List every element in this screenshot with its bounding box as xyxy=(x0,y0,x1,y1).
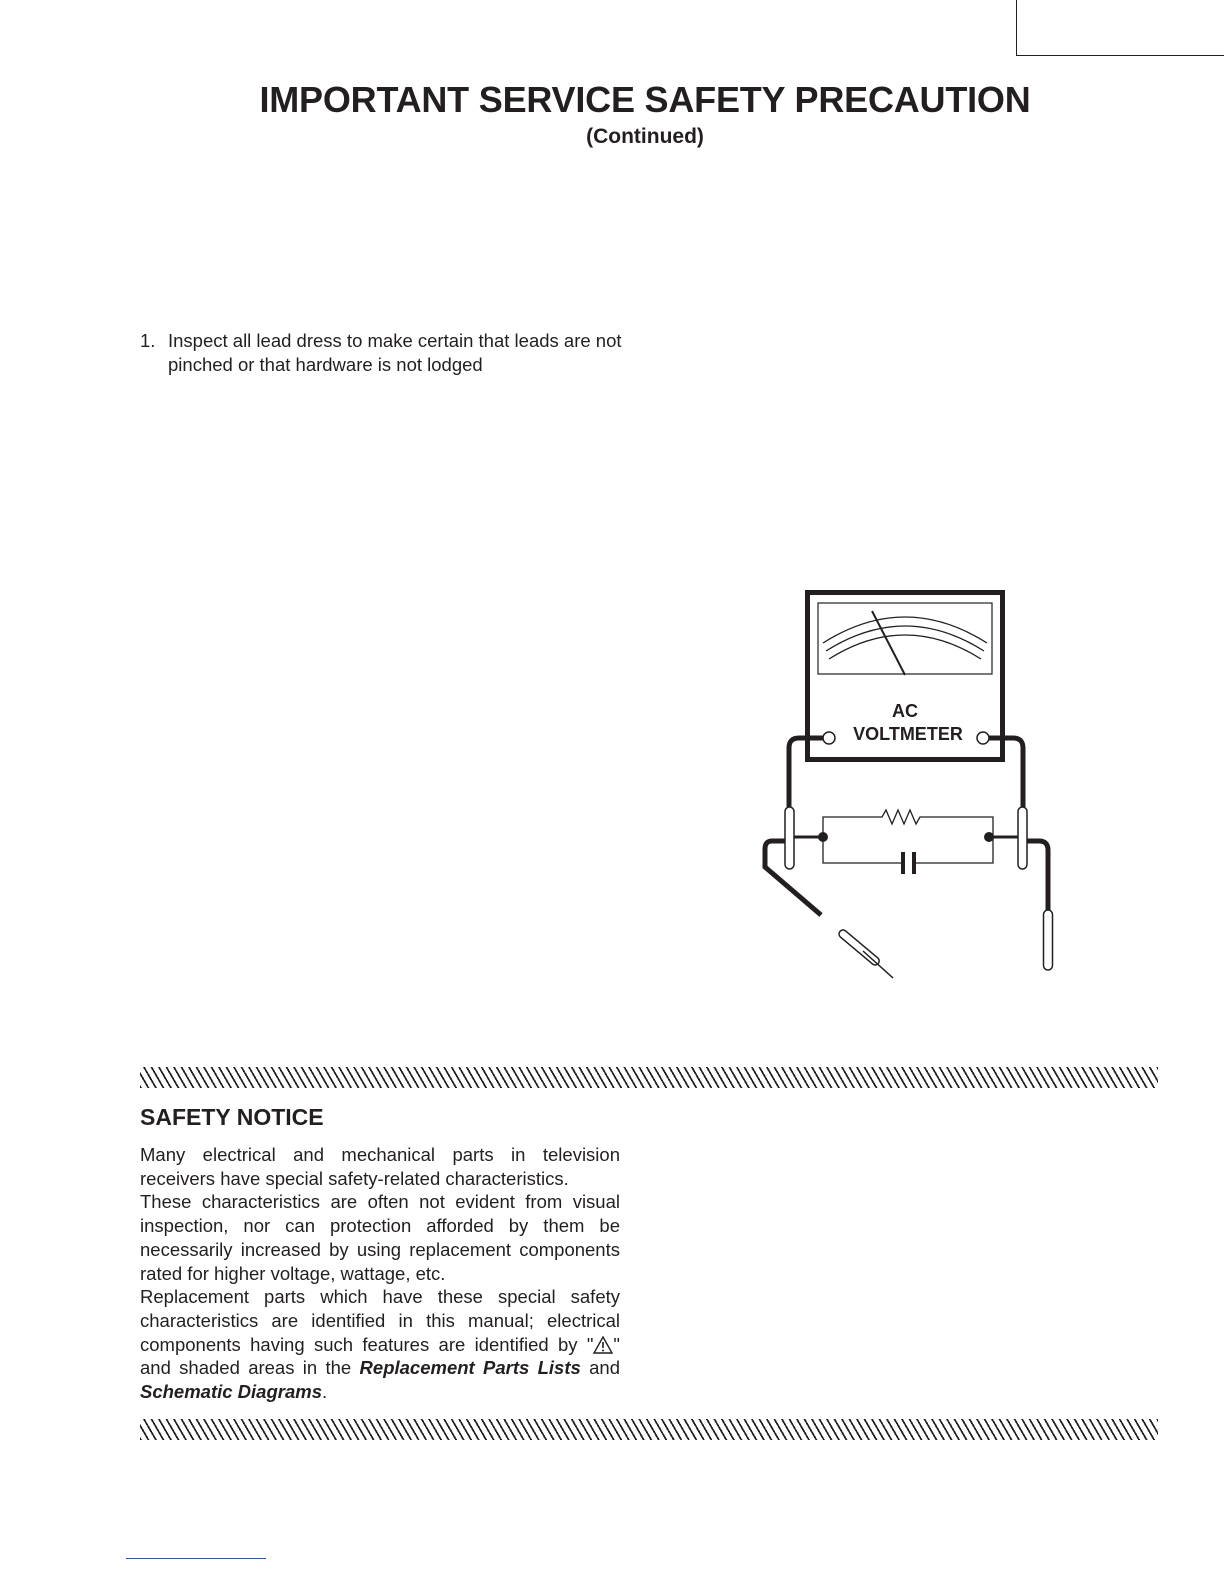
schematic-diagrams-ref: Schematic Diagrams xyxy=(140,1381,323,1403)
probe-lead xyxy=(1027,841,1048,910)
safety-notice-paragraph-2: These characteristics are often not evident from visual inspection, nor can protection afforded by them be necessarily increased by using replacement components rated for higher voltage, wattage, etc. xyxy=(140,1191,620,1284)
page-subtitle: (Continued) xyxy=(586,125,704,148)
paragraph-3-start: Replacement parts which have these special safety characteristics are identified in this manual; electrical components having such features are identified by " xyxy=(140,1286,620,1355)
capacitor-wire xyxy=(823,837,993,863)
probe-tip xyxy=(1044,910,1053,970)
resistor xyxy=(823,810,993,837)
meter-label-voltmeter: VOLTMETER xyxy=(853,724,963,744)
footer-link-underline[interactable] xyxy=(126,1558,266,1559)
corner-frame xyxy=(1016,0,1224,56)
page-title: IMPORTANT SERVICE SAFETY PRECAUTION xyxy=(259,79,1031,120)
paragraph-3-middle: " and shaded areas in the xyxy=(140,1333,620,1379)
replacement-parts-lists-ref: Replacement Parts Lists xyxy=(359,1357,581,1379)
right-probe xyxy=(1018,807,1027,869)
hatched-divider-top xyxy=(140,1067,1158,1088)
and-word: and xyxy=(580,1357,620,1379)
left-probe xyxy=(785,807,794,869)
meter-label-ac: AC xyxy=(892,701,918,721)
meter-window xyxy=(818,603,992,674)
step-text: Inspect all lead dress to make certain that leads are not pinched or that hardware is not lodged xyxy=(168,330,622,375)
step-number: 1. xyxy=(140,330,156,351)
left-terminal xyxy=(823,732,835,744)
end-punctuation: . xyxy=(322,1381,328,1403)
ac-voltmeter-diagram xyxy=(755,585,1065,985)
capacitor-plate xyxy=(912,852,916,874)
warning-triangle-icon xyxy=(593,1336,613,1354)
capacitor-plate xyxy=(901,852,905,874)
step-1 xyxy=(140,329,630,377)
safety-notice-heading: SAFETY NOTICE xyxy=(140,1104,324,1130)
hatched-divider-bottom xyxy=(140,1419,1158,1440)
right-terminal xyxy=(977,732,989,744)
safety-notice-paragraph-3 xyxy=(140,1285,620,1404)
ground-clip-tip xyxy=(863,951,893,978)
safety-notice-paragraph-1: Many electrical and mechanical parts in television receivers have special safety-related characteristics. xyxy=(140,1144,620,1189)
safety-notice-body xyxy=(140,1143,620,1404)
